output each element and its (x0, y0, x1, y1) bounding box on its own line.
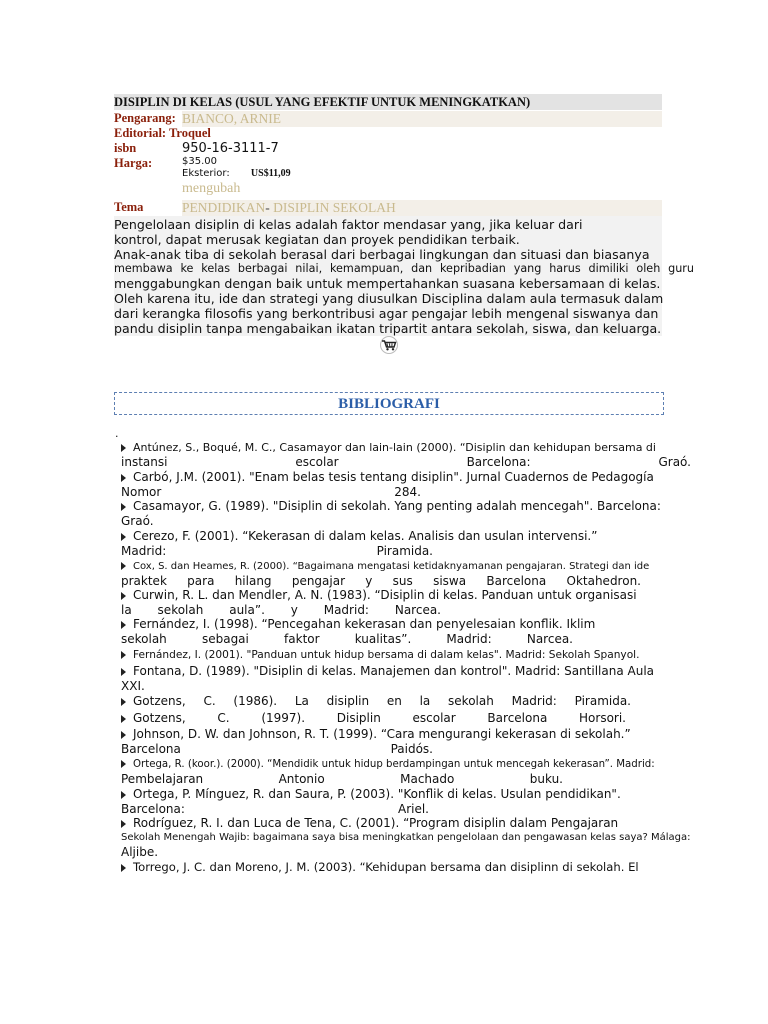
bullet-arrow-icon (121, 621, 126, 629)
exterior-price: US$11,09 (250, 168, 291, 179)
publisher-row (114, 126, 662, 142)
bullet-arrow-icon (121, 760, 126, 768)
bullet-arrow-icon (121, 698, 126, 706)
bullet-arrow-icon (121, 592, 126, 600)
bullet-arrow-icon (121, 562, 126, 570)
change-link[interactable]: mengubah (182, 181, 241, 196)
bullet-arrow-icon (121, 731, 126, 739)
reference-item: Fernández, I. (2001). "Panduan untuk hidup bersama di dalam kelas". Madrid: Sekolah Spanyol. (121, 648, 691, 662)
theme-label: Tema (114, 200, 144, 214)
price-label: Harga: (114, 156, 153, 170)
reference-item: Rodríguez, R. I. dan Luca de Tena, C. (2001). “Program disiplin dalam Pengajaran Sekolah Menengah Wajib: bagaimana saya bisa meningkatkan pengelolaan dan pengawasan kelas saya? Málaga: Aljibe. (121, 816, 691, 859)
bullet-arrow-icon (121, 668, 126, 676)
reference-item: Fernández, I. (1998). “Pencegahan kekerasan dan penyelesaian konflik. Iklim sekolah sebagai faktor kualitas”. Madrid: Narcea. (121, 617, 596, 646)
description-line: Pengelolaan disiplin di kelas adalah faktor mendasar yang, jika keluar dari (114, 217, 583, 232)
reference-item: Ortega, P. Mínguez, R. dan Saura, P. (2003). "Konflik di kelas. Usulan pendidikan". Barcelona: Ariel. (121, 787, 621, 816)
reference-item: Casamayor, G. (1989). "Disiplin di sekolah. Yang penting adalah mencegah". Barcelona: Graó. (121, 499, 661, 528)
reference-item: Gotzens, C. (1997). Disiplin escolar Barcelona Horsori. (121, 711, 691, 725)
author-label: Pengarang: (114, 111, 176, 125)
bullet-arrow-icon (121, 651, 126, 659)
isbn-value: 950-16-3111-7 (182, 141, 279, 156)
description-line: Oleh karena itu, ide dan strategi yang diusulkan Disciplina dalam aula termasuk dalam (114, 291, 664, 306)
isbn-row (114, 141, 662, 157)
reference-item: Antúnez, S., Boqué, M. C., Casamayor dan lain-lain (2000). “Disiplin dan kehidupan bersama di instansi escolar Barcelona: Graó. (121, 441, 691, 469)
description-line: membawa ke kelas berbagai nilai, kemampuan, dan kepribadian yang harus dimiliki oleh guru (114, 262, 694, 275)
exterior-row (182, 168, 291, 179)
shopping-cart-icon[interactable] (378, 336, 400, 354)
isbn-label: isbn (114, 141, 137, 155)
dot-marker: . (115, 427, 119, 440)
author-row (114, 111, 662, 127)
bullet-arrow-icon (121, 820, 126, 828)
author-link[interactable]: BIANCO, ARNIE (182, 111, 662, 127)
reference-item: Ortega, R. (koor.). (2000). “Mendidik untuk hidup berdampingan untuk mencegah kekerasan”. Madrid: Pembelajaran Antonio Machado buku. (121, 759, 655, 786)
reference-item: Fontana, D. (1989). "Disiplin di kelas. Manajemen dan kontrol". Madrid: Santillana Aula XXI. (121, 664, 655, 693)
theme-value (182, 200, 662, 216)
book-title: DISIPLIN DI KELAS (USUL YANG EFEKTIF UNTUK MENINGKATKAN) (114, 94, 662, 110)
bullet-arrow-icon (121, 533, 126, 541)
bullet-arrow-icon (121, 864, 126, 872)
theme-link-education[interactable]: PENDIDIKAN (182, 200, 266, 215)
description-line: kontrol, dapat merusak kegiatan dan proyek pendidikan terbaik. (114, 232, 520, 247)
bullet-arrow-icon (121, 791, 126, 799)
reference-item: Curwin, R. L. dan Mendler, A. N. (1983). “Disiplin di kelas. Panduan untuk organisasi la sekolah aula”. y Madrid: Narcea. (121, 588, 637, 617)
publisher-label: Editorial: Troquel (114, 126, 211, 140)
reference-item: Cox, S. dan Heames, R. (2000). “Bagaimana mengatasi ketidaknyamanan pengajaran. Strategi dan ide praktek para hilang pengajar y sus siswa Barcelona Oktahedron. (121, 561, 650, 588)
bullet-arrow-icon (121, 444, 126, 452)
reference-item: Johnson, D. W. dan Johnson, R. T. (1999). “Cara mengurangi kekerasan di sekolah.” Barcelona Paidós. (121, 727, 631, 756)
bibliography-header (114, 392, 664, 415)
description-line: Anak-anak tiba di sekolah berasal dari berbagai lingkungan dan situasi dan biasanya (114, 247, 650, 262)
reference-item: Cerezo, F. (2001). “Kekerasan di dalam kelas. Analisis dan usulan intervensi.” Madrid: Piramida. (121, 529, 598, 558)
theme-link-discipline[interactable]: DISIPLIN SEKOLAH (269, 200, 396, 215)
bibliography-title: BIBLIOGRAFI (338, 396, 440, 412)
description-line: pandu disiplin tanpa mengabaikan ikatan tripartit antara sekolah, siswa, dan keluarga. (114, 321, 662, 336)
exterior-label: Eksterior: (182, 168, 230, 179)
reference-item: Torrego, J. C. dan Moreno, J. M. (2003). “Kehidupan bersama dan disiplinn di sekolah. El (121, 860, 691, 875)
price-value: $35.00 (182, 156, 217, 167)
theme-row (114, 200, 662, 216)
reference-item: Carbó, J.M. (2001). "Enam belas tesis tentang disiplin". Jurnal Cuadernos de Pedagogía Nomor 284. (121, 470, 654, 499)
theme-separator: - (265, 200, 270, 215)
description-line: menggabungkan dengan baik untuk mempertahankan suasana kebersamaan di kelas. (114, 276, 661, 291)
reference-item: Gotzens, C. (1986). La disiplin en la sekolah Madrid: Piramida. (121, 694, 691, 708)
bullet-arrow-icon (121, 474, 126, 482)
bullet-arrow-icon (121, 715, 126, 723)
bullet-arrow-icon (121, 503, 126, 511)
description-line: dari kerangka filosofis yang berkontribusi agar pengajar lebih mengenal siswanya dan (114, 306, 659, 321)
